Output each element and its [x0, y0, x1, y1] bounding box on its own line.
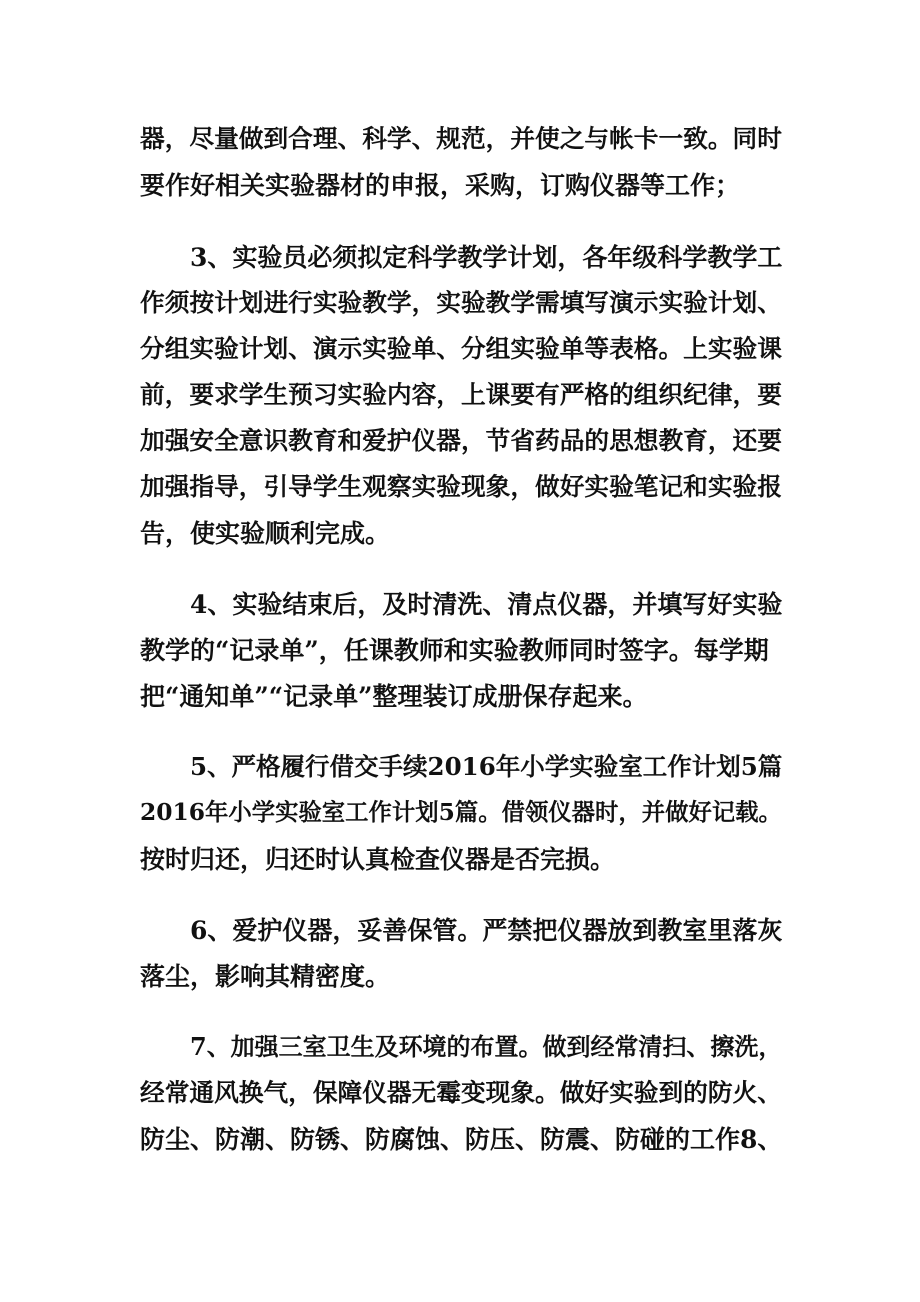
text-line: 经常通风换气，保障仪器无霉变现象。做好实验到的防火、 — [140, 1078, 782, 1107]
text-line: 把“通知单”“记录单”整理装订成册保存起来。 — [140, 682, 648, 711]
text-line: 告，使实验顺利完成。 — [140, 519, 391, 548]
paragraph-4-start: 4、实验结束后，及时清洗、清点仪器，并填写好实验 — [190, 590, 783, 619]
text-line: 器，尽量做到合理、科学、规范，并使之与帐卡一致。同时 — [140, 124, 782, 153]
paragraph-5-start: 5、严格履行借交手续2016年小学实验室工作计划5篇 — [190, 752, 783, 781]
text-line: 加强安全意识教育和爱护仪器，节省药品的思想教育，还要 — [140, 426, 782, 455]
text-line: 作须按计划进行实验教学，实验教学需填写演示实验计划、 — [140, 288, 782, 317]
text-line: 分组实验计划、演示实验单、分组实验单等表格。上实验课 — [140, 334, 782, 363]
text-line: 按时归还，归还时认真检查仪器是否完损。 — [140, 845, 616, 874]
text-line: 防尘、防潮、防锈、防腐蚀、防压、防震、防碰的工作8、 — [140, 1125, 783, 1154]
text-line: 落尘，影响其精密度。 — [140, 962, 391, 991]
paragraph-7-start: 7、加强三室卫生及环境的布置。做到经常清扫、擦洗， — [190, 1032, 783, 1061]
text-line: 要作好相关实验器材的申报，采购，订购仪器等工作； — [140, 171, 741, 200]
text-line: 2016年小学实验室工作计划5篇。借领仪器时，并做好记载。 — [140, 798, 782, 826]
text-line: 加强指导，引导学生观察实验现象，做好实验笔记和实验报 — [140, 472, 782, 501]
text-line: 教学的“记录单”，任课教师和实验教师同时签字。每学期 — [140, 636, 769, 665]
paragraph-3-start: 3、实验员必须拟定科学教学计划，各年级科学教学工 — [190, 243, 783, 272]
paragraph-6-start: 6、爱护仪器，妥善保管。严禁把仪器放到教室里落灰 — [190, 916, 783, 945]
text-line: 前，要求学生预习实验内容，上课要有严格的组织纪律，要 — [140, 380, 782, 409]
